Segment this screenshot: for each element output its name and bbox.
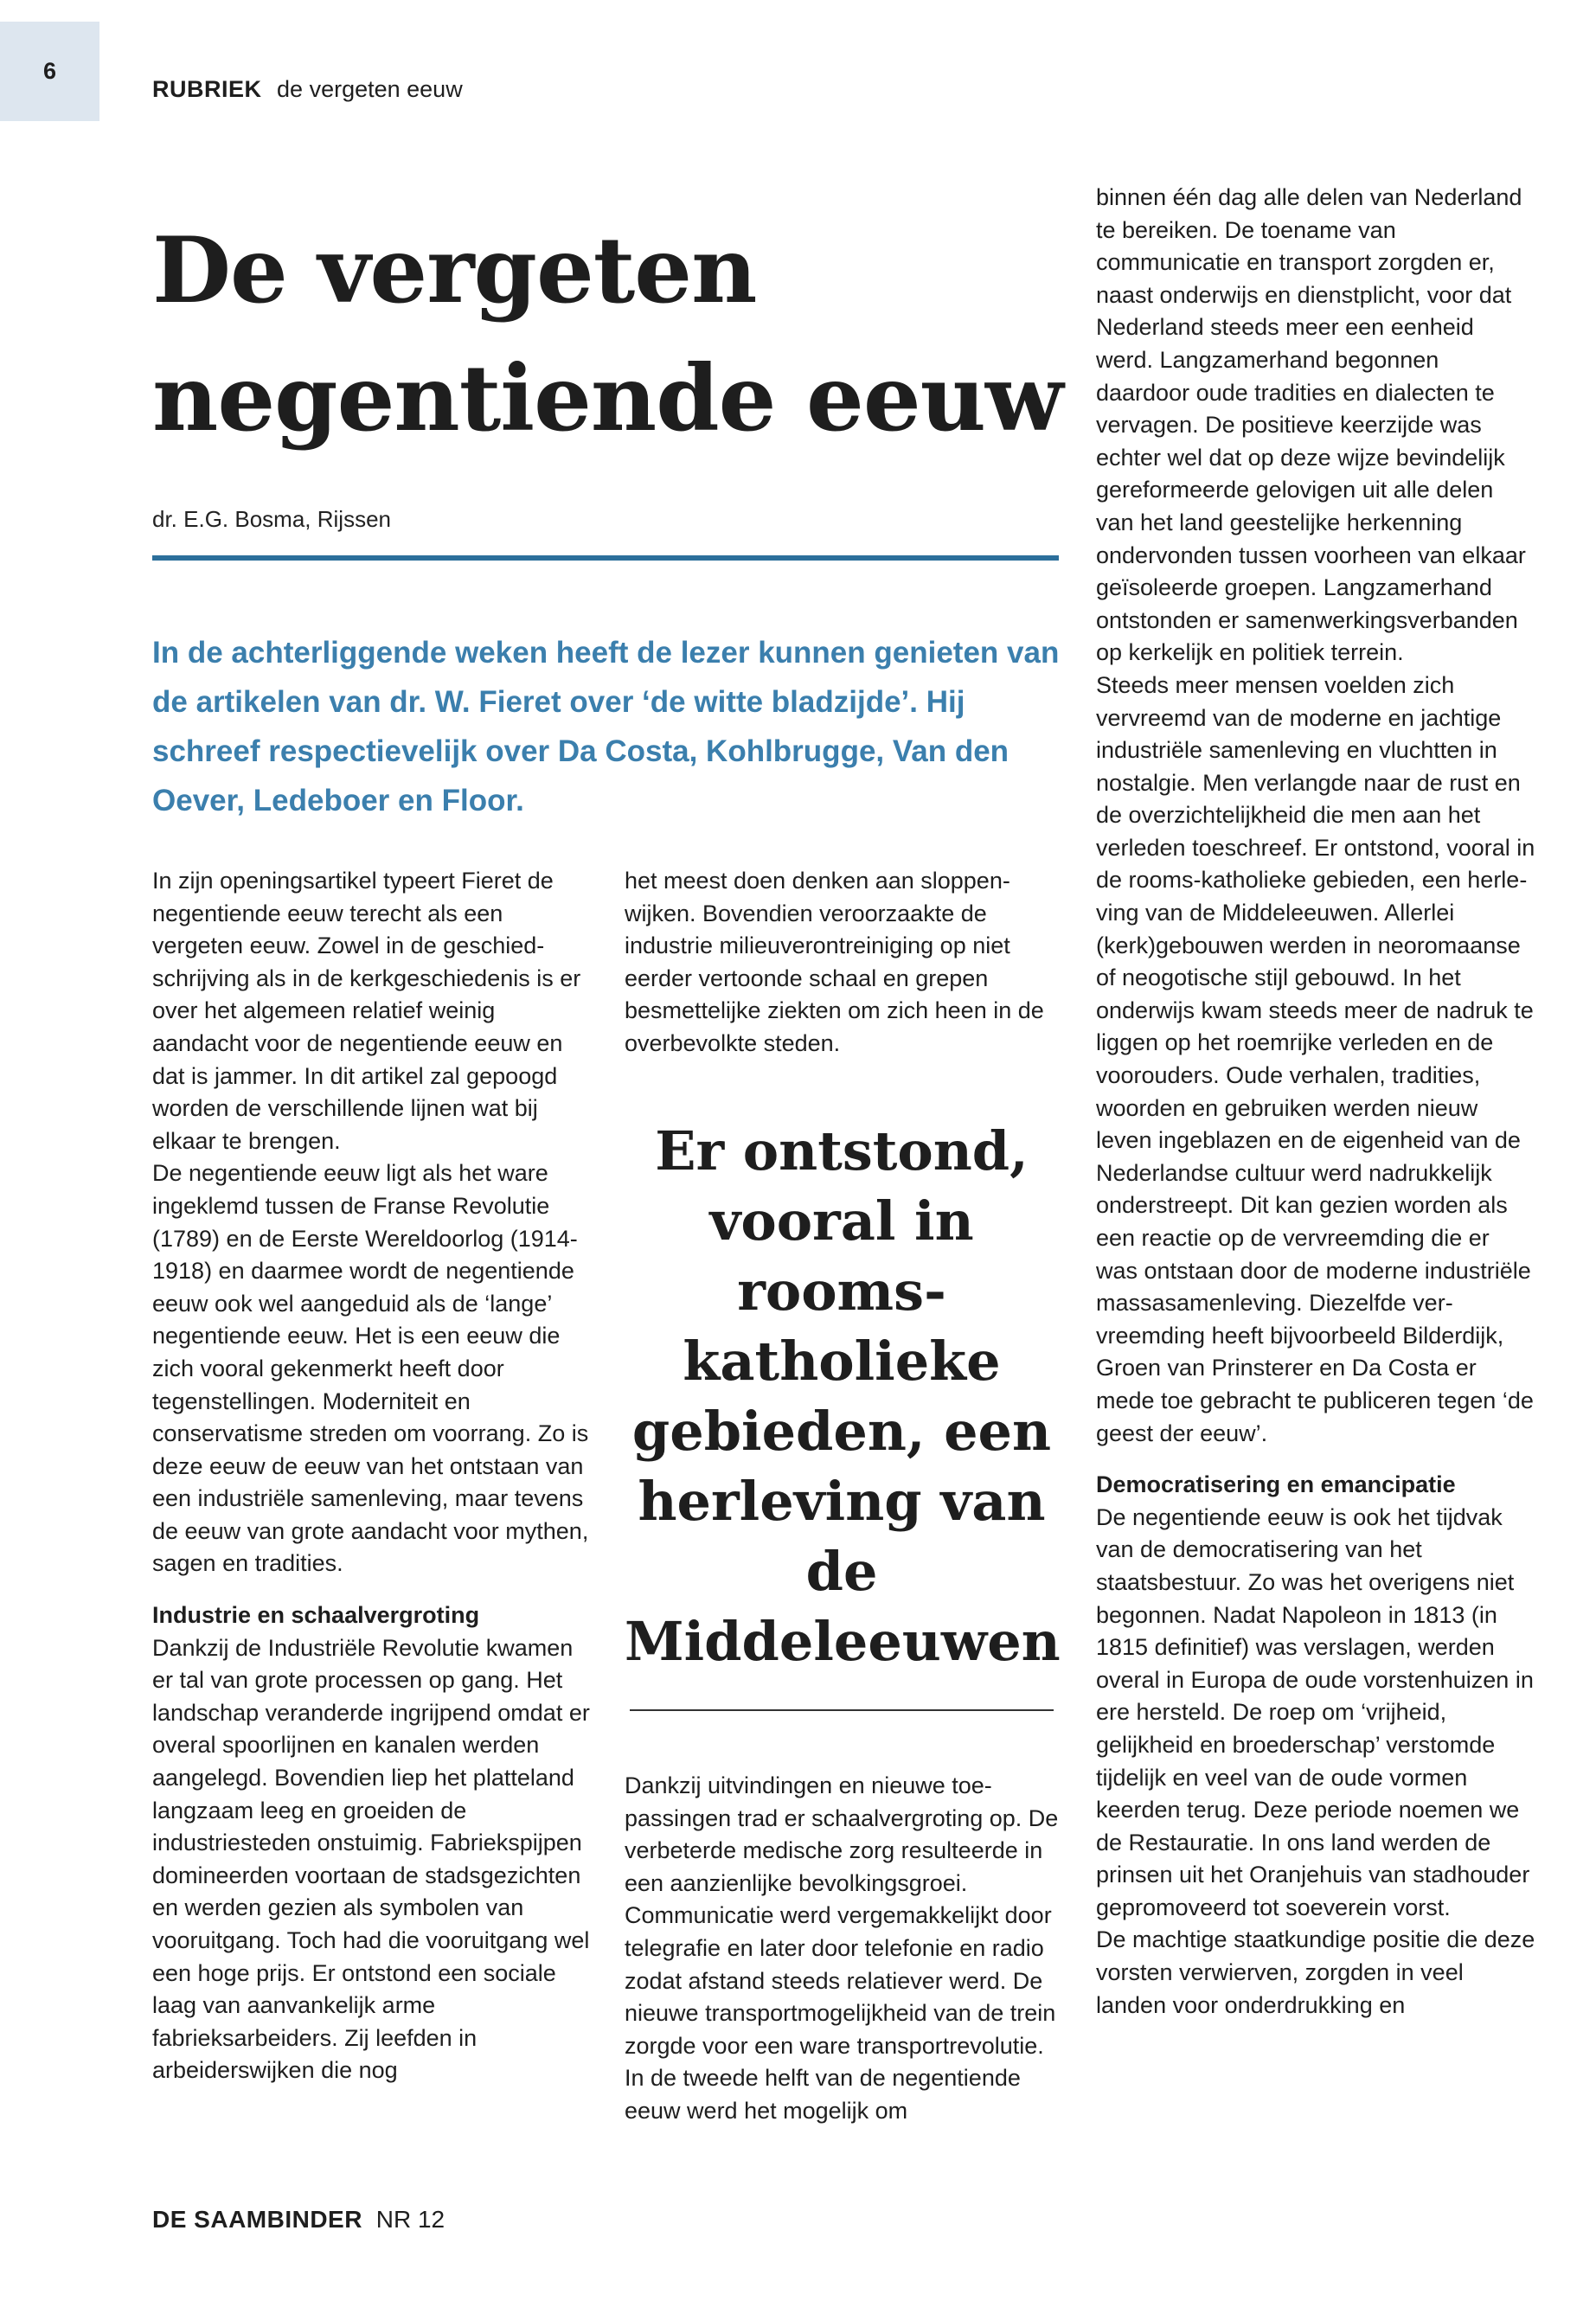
text-column-1 [152,865,593,2087]
section-label: RUBRIEK [152,76,262,102]
section-topic: de vergeten eeuw [277,76,463,102]
subheading-industrie: Industrie en schaalvergroting [152,1602,480,1629]
paragraph: Dankzij uitvindingen en nieuwe toepassingen trad er schaalvergroting op. De verbeterde medische zorg resulteerde in een aanzienlijke bevolkingsgroei. Communicatie werd vergemakkelijkt door telegrafie en later door telefonie en radio zodat afstand steeds relatiever werd. De nieuwe transportmogelijkheid van de trein zorgde voor een ware transportrevolutie. In de tweede helft van de negentiende eeuw werd het mogelijk om [625,1772,1059,2124]
paragraph: In zijn openingsartikel typeert Fieret de negentiende eeuw terecht als een vergeten eeuw. Zowel in de geschiedschrijving als in de kerkgeschiedenis is er over het algemeen relatief weinig aandacht voor de negentiende eeuw en dat is jammer. In dit artikel zal gepoogd worden de verschillende lijnen wat bij elkaar te brengen. [152,868,581,1154]
title-divider [152,555,1059,561]
issue-number: NR 12 [375,2206,445,2233]
page-footer [152,2206,445,2234]
subheading-democratisering: Democratisering en emancipatie [1096,1471,1456,1498]
article-author: dr. E.G. Bosma, Rijssen [152,506,391,532]
page-number: 6 [0,22,99,121]
running-head [152,76,463,103]
pull-quote-divider [630,1709,1054,1711]
text-column-2-bottom [625,1770,1066,2128]
magazine-name: DE SAAMBINDER [152,2206,362,2233]
paragraph: Dankzij de Industriële Revolutie kwamen er tal van grote processen op gang. Het landschap veranderde ingrijpend omdat er overal spoorlijnen en kanalen werden aangelegd. Bovendien liep het platteland langzaam leeg en groeiden de industriesteden onstuimig. Fabriekspijpen domineerden voortaan de stadsgezichten en werden gezien als symbolen van vooruitgang. Toch had die vooruitgang wel een hoge prijs. Er ontstond een sociale laag van aanvankelijk arme fabrieksarbeiders. Zij leefden in arbeiderswijken die nog [152,1634,590,2084]
paragraph: De machtige staatkundige positie die deze vorsten verwierven, zorgden in veel landen voor onderdrukking en [1096,1926,1535,2018]
pull-quote: Er ontstond, vooral in rooms- katholieke gebieden, een herleving van de Middeleeuwen [625,1119,1061,1673]
paragraph: De negentiende eeuw is ook het tijdvak van de democratisering van het staatsbestuur. Zo was het overigens niet begonnen. Nadat Napoleon in 1813 (in 1815 definitief) was verslagen, werden overal in Europa de oude vorstenhuizen in ere hersteld. De roep om ‘vrijheid, gelijkheid en broederschap’ verstomde tijdelijk en veel van de oude vormen keerden terug. Deze periode noemen we de Restauratie. In ons land werden de prinsen uit het Oranjehuis van stadhouder gepromoveerd tot soeverein vorst. [1096,1503,1534,1920]
article-title: De vergeten negentiende eeuw [152,216,1063,452]
paragraph: binnen één dag alle delen van Nederland te bereiken. De toename van communicatie en transport zorgden er, naast onderwijs en dienstplicht, voor dat Nederland steeds meer een eenheid werd. Langzamerhand begonnen daardoor oude tradities en dialecten te vervagen. De positieve keerzijde was echter wel dat op deze wijze bevindelijk gereformeerde gelovigen uit alle delen van het land geestelijke herkenning ondervonden tussen voorheen van elkaar geïsoleerde groepen. Langzamerhand ontstonden er samenwerkingsverbanden op kerkelijk en politiek terrein. [1096,184,1526,666]
paragraph: De negentiende eeuw ligt als het ware ingeklemd tussen de Franse Revolutie (1789) en de Eerste Wereldoorlog (1914-1918) en daarmee wordt de negentiende eeuw ook wel aangeduid als de ‘lange’ negentiende eeuw. Het is een eeuw die zich vooral gekenmerkt heeft door tegenstellingen. Moderniteit en conservatisme streden om voorrang. Zo is deze eeuw de eeuw van het ontstaan van een industriële samenleving, maar tevens de eeuw van grote aandacht voor mythen, sagen en tradities. [152,1160,589,1577]
text-column-2-top [625,865,1066,1061]
paragraph: het meest doen denken aan sloppenwijken. Bovendien veroorzaakte de industrie milieuverontreiniging op niet eerder vertoonde schaal en grepen besmettelijke ziekten om zich heen in de overbevolkte steden. [625,868,1044,1056]
text-column-3 [1096,182,1537,2022]
article-lead: In de achterliggende weken heeft de lezer kunnen genieten van de artikelen van dr. W. Fieret over ‘de witte bladzijde’. Hij schreef respectievelijk over Da Costa, Kohlbrugge, Van den Oever, Ledeboer en Floor. [152,636,1060,817]
paragraph: Steeds meer mensen voelden zich vervreemd van de moderne en jachtige industriële samenleving en vluchtten in nostalgie. Men verlangde naar de rust en de overzichtelijkheid die men aan het verleden toeschreef. Er ontstond, vooral in de rooms-katholieke gebieden, een herleving van de Middeleeuwen. Allerlei (kerk)gebouwen werden in neoromaanse of neogotische stijl gebouwd. In het onderwijs kwam steeds meer de nadruk te liggen op het roemrijke verleden en de voorouders. Oude verhalen, tradities, woorden en gebruiken werden nieuw leven ingeblazen en de eigenheid van de Nederlandse cultuur werd nadrukkelijk onderstreept. Dit kan gezien worden als een reactie op de vervreemding die er was ontstaan door de moderne industriële massasamenleving. Diezelfde vervreemding heeft bijvoorbeeld Bilderdijk, Groen van Prinsterer en Da Costa er mede toe gebracht te publiceren tegen ‘de geest der eeuw’. [1096,671,1535,1446]
